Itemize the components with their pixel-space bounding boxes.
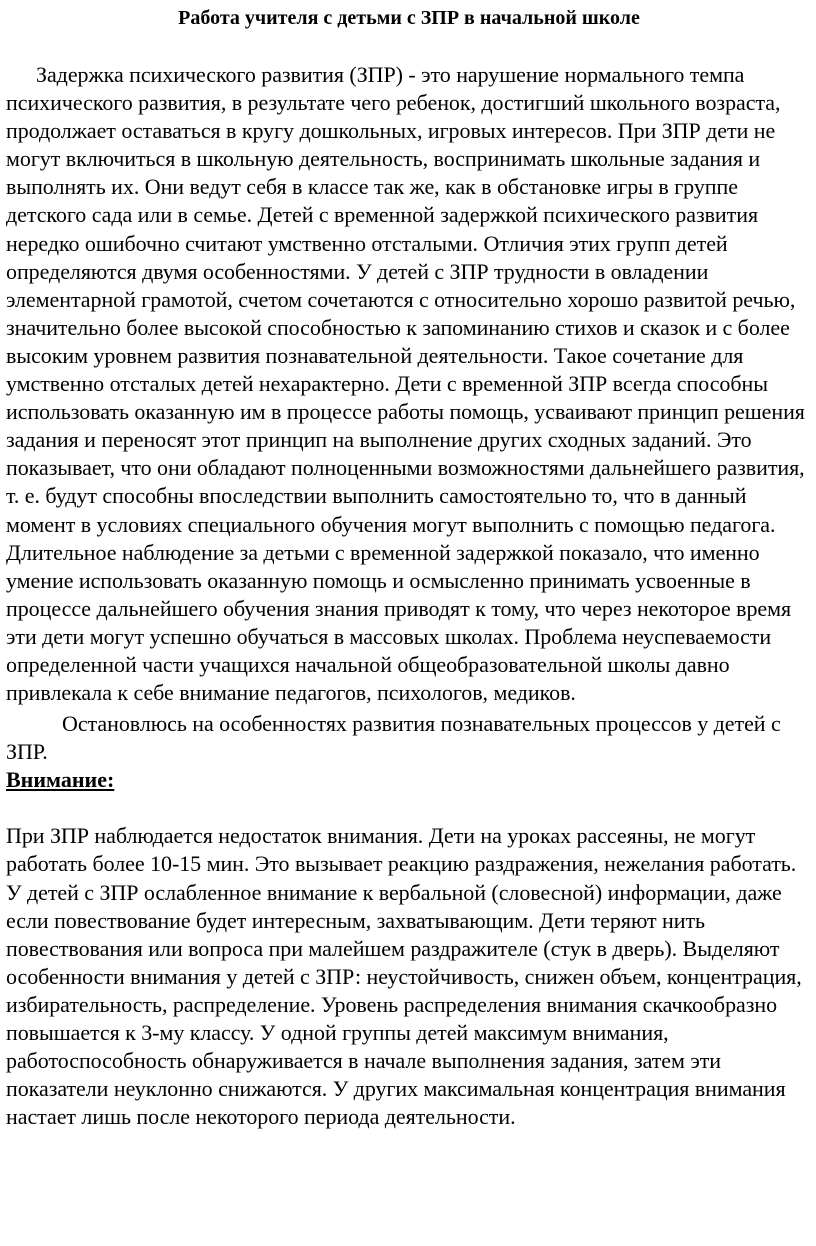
section-heading-text: Внимание: xyxy=(6,767,115,793)
section-heading-attention xyxy=(6,766,812,794)
document-title: Работа учителя с детьми с ЗПР в начальной школе xyxy=(178,7,640,29)
attention-paragraph: При ЗПР наблюдается недостаток внимания. Дети на уроках рассеяны, не могут работать более 10-15 мин. Это вызывает реакцию раздражения, нежелания работать. У детей с ЗПР ослабленное внимание к вербальной (словесной) информации, даже если повествование будет интересным, захватывающим. Дети теряют нить повествования или вопроса при малейшем раздражителе (стук в дверь). Выделяют особенности внимания у детей с ЗПР: неустойчивость, снижен объем, концентрация, избирательность, распределение. Уровень распределения внимания скачкообразно повышается к 3-му классу. У одной группы детей максимум внимания, работоспособность обнаруживается в начале выполнения задания, затем эти показатели неуклонно снижаются. У других максимальная концентрация внимания настает лишь после некоторого периода деятельности. xyxy=(6,823,802,1130)
intro-paragraph: Задержка психического развития (ЗПР) - это нарушение нормального темпа психического развития, в результате чего ребенок, достигший школьного возраста, продолжает оставаться в кругу дошкольных, игровых интересов. При ЗПР дети не могут включиться в школьную деятельность, воспринимать школьные задания и выполнять их. Они ведут себя в классе так же, как в обстановке игры в группе детского сада или в семье. Детей с временной задержкой психического развития нередко ошибочно считают умственно отсталыми. Отличия этих групп детей определяются двумя особенностями. У детей с ЗПР трудности в овладении элементарной грамотой, счетом сочетаются с относительно хорошо развитой речью, значительно более высокой способностью к запоминанию стихов и сказок и с более высоким уровнем развития познавательной деятельности. Такое сочетание для умственно отсталых детей нехарактерно. Дети с временной ЗПР всегда способны использовать оказанную им в процессе работы помощь, усваивают принцип решения задания и переносят этот принцип на выполнение других сходных заданий. Это показывает, что они обладают полноценными возможностями дальнейшего развития, т. е. будут способны впоследствии выполнить самостоятельно то, что в данный момент в условиях специального обучения могут выполнить с помощью педагога. Длительное наблюдение за детьми с временной задержкой показало, что именно умение использовать оказанную помощь и осмысленно принимать усвоенные в процессе дальнейшего обучения знания приводят к тому, что через некоторое время эти дети могут успешно обучаться в массовых школах. Проблема неуспеваемости определенной части учащихся начальной общеобразовательной школы давно привлекала к себе внимание педагогов, психологов, медиков. xyxy=(6,62,805,706)
transition-paragraph: Остановлюсь на особенностях развития познавательных процессов у детей с ЗПР. xyxy=(6,711,781,765)
